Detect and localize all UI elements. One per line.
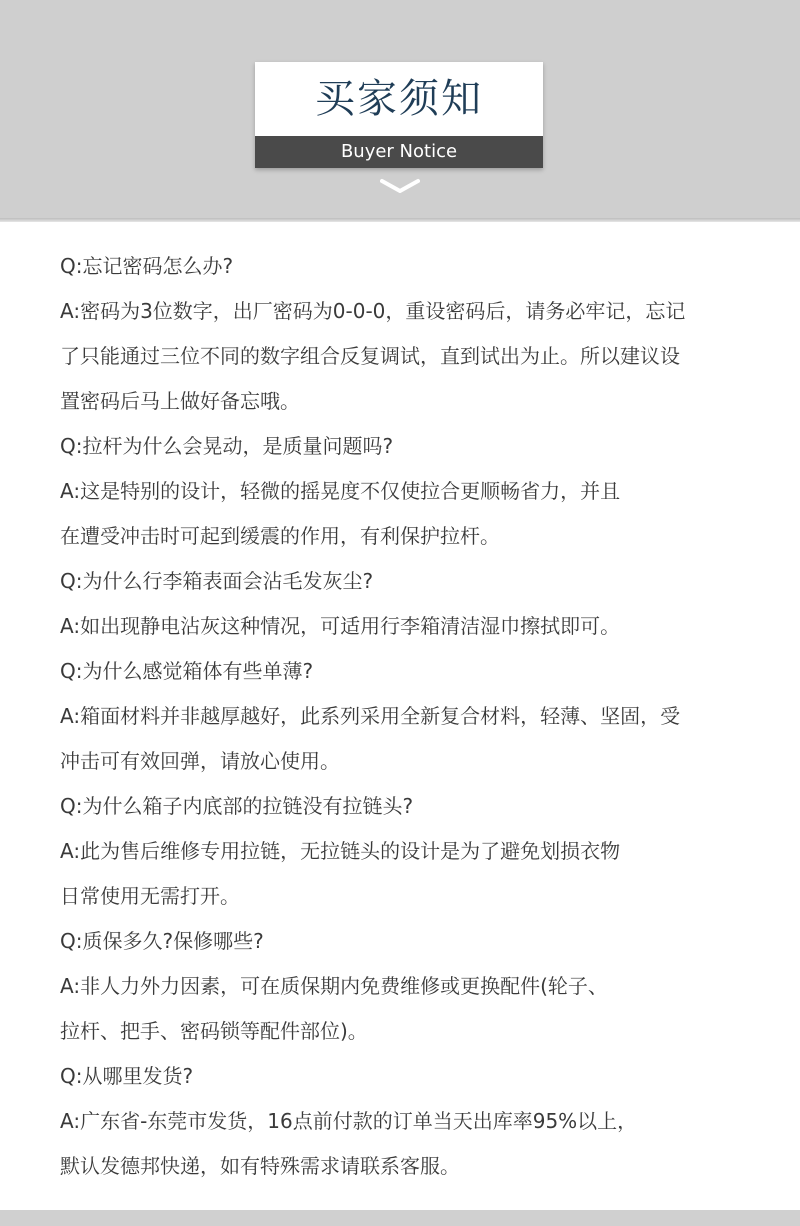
faq-line: Q:从哪里发货? [60,1064,194,1088]
footer-band [0,1210,800,1226]
faq-line: A:密码为3位数字，出厂密码为0-0-0，重设密码后，请务必牢记，忘记 [60,299,686,323]
subtitle-bar [255,136,543,168]
page-subtitle: Buyer Notice [255,136,543,168]
faq-line: 日常使用无需打开。 [60,884,240,908]
header-divider [0,218,800,222]
faq-line: 冲击可有效回弹，请放心使用。 [60,749,340,773]
faq-line: Q:为什么箱子内底部的拉链没有拉链头? [60,794,414,818]
faq-line: A:如出现静电沾灰这种情况，可适用行李箱清洁湿巾擦拭即可。 [60,614,621,638]
faq-line: Q:为什么感觉箱体有些单薄? [60,659,314,683]
chevron-down-icon [380,178,420,194]
faq-line: A:广东省-东莞市发货，16点前付款的订单当天出库率95%以上， [60,1109,638,1133]
faq-line: Q:忘记密码怎么办? [60,254,234,278]
faq-line: A:箱面材料并非越厚越好，此系列采用全新复合材料，轻薄、坚固，受 [60,704,681,728]
faq-line: 拉杆、把手、密码锁等配件部位)。 [60,1019,368,1043]
faq-line: Q:为什么行李箱表面会沾毛发灰尘? [60,569,374,593]
faq-line: Q:质保多久?保修哪些? [60,929,264,953]
faq-line: 默认发德邦快递，如有特殊需求请联系客服。 [60,1154,460,1178]
faq-line: A:非人力外力因素，可在质保期内免费维修或更换配件(轮子、 [60,974,608,998]
page-title: 买家须知 [315,76,483,122]
faq-line: 在遭受冲击时可起到缓震的作用，有利保护拉杆。 [60,524,500,548]
faq-list [60,244,750,1189]
faq-line: A:这是特别的设计，轻微的摇晃度不仅使拉合更顺畅省力，并且 [60,479,621,503]
faq-line: Q:拉杆为什么会晃动，是质量问题吗? [60,434,394,458]
faq-line: 置密码后马上做好备忘哦。 [60,389,300,413]
faq-line: A:此为售后维修专用拉链，无拉链头的设计是为了避免划损衣物 [60,839,621,863]
faq-line: 了只能通过三位不同的数字组合反复调试，直到试出为止。所以建议设 [60,344,680,368]
